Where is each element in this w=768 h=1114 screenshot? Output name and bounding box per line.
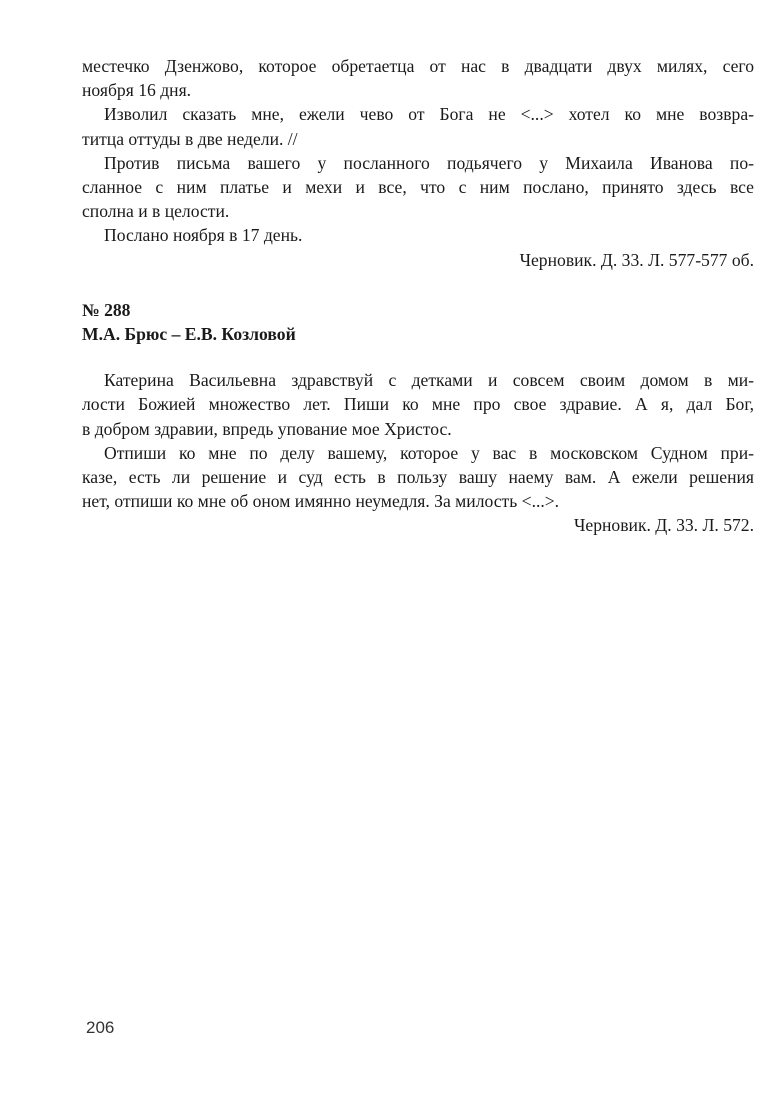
text-line: казе, есть ли решение и суд есть в пользу вашу наему вам. А ежели решения bbox=[82, 467, 754, 488]
previous-document-text bbox=[82, 54, 754, 272]
text-line: Послано ноября в 17 день. bbox=[104, 225, 303, 246]
text-line: Изволил сказать мне, ежели чево от Бога не <...> хотел ко мне возвра- bbox=[104, 104, 754, 125]
text-line: Против письма вашего у посланного подьячего у Михаила Иванова по- bbox=[104, 152, 754, 173]
text-line: ноября 16 дня. bbox=[82, 80, 192, 101]
archive-source: Черновик. Д. 33. Л. 572. bbox=[573, 515, 754, 536]
text-line: Катерина Васильевна здравствуй с детками и совсем своим домом в ми- bbox=[104, 370, 754, 391]
document-title: М.А. Брюс – Е.В. Козловой bbox=[82, 324, 296, 345]
document-number: № 288 bbox=[82, 299, 131, 320]
text-line: в добром здравии, впредь упование мое Христос. bbox=[82, 418, 452, 439]
page-body bbox=[82, 54, 754, 538]
text-line: нет, отпиши ко мне об оном имянно неумедля. За милость <...>. bbox=[82, 491, 560, 512]
document-text bbox=[82, 368, 754, 537]
text-line: сполна и в целости. bbox=[82, 201, 230, 222]
text-line: титца оттуды в две недели. // bbox=[82, 128, 298, 149]
page-number: 206 bbox=[86, 1018, 115, 1037]
text-line: Отпиши ко мне по делу вашему, которое у вас в московском Судном при- bbox=[104, 442, 754, 463]
archive-source: Черновик. Д. 33. Л. 577-577 об. bbox=[519, 249, 754, 270]
text-line: лости Божией множество лет. Пиши ко мне про свое здравие. А я, дал Бог, bbox=[82, 394, 754, 415]
text-line: сланное с ним платье и мехи и все, что с ним послано, принято здесь все bbox=[82, 177, 754, 198]
text-line: местечко Дзенжово, которое обретаетца от нас в двадцати двух милях, сего bbox=[82, 56, 754, 76]
